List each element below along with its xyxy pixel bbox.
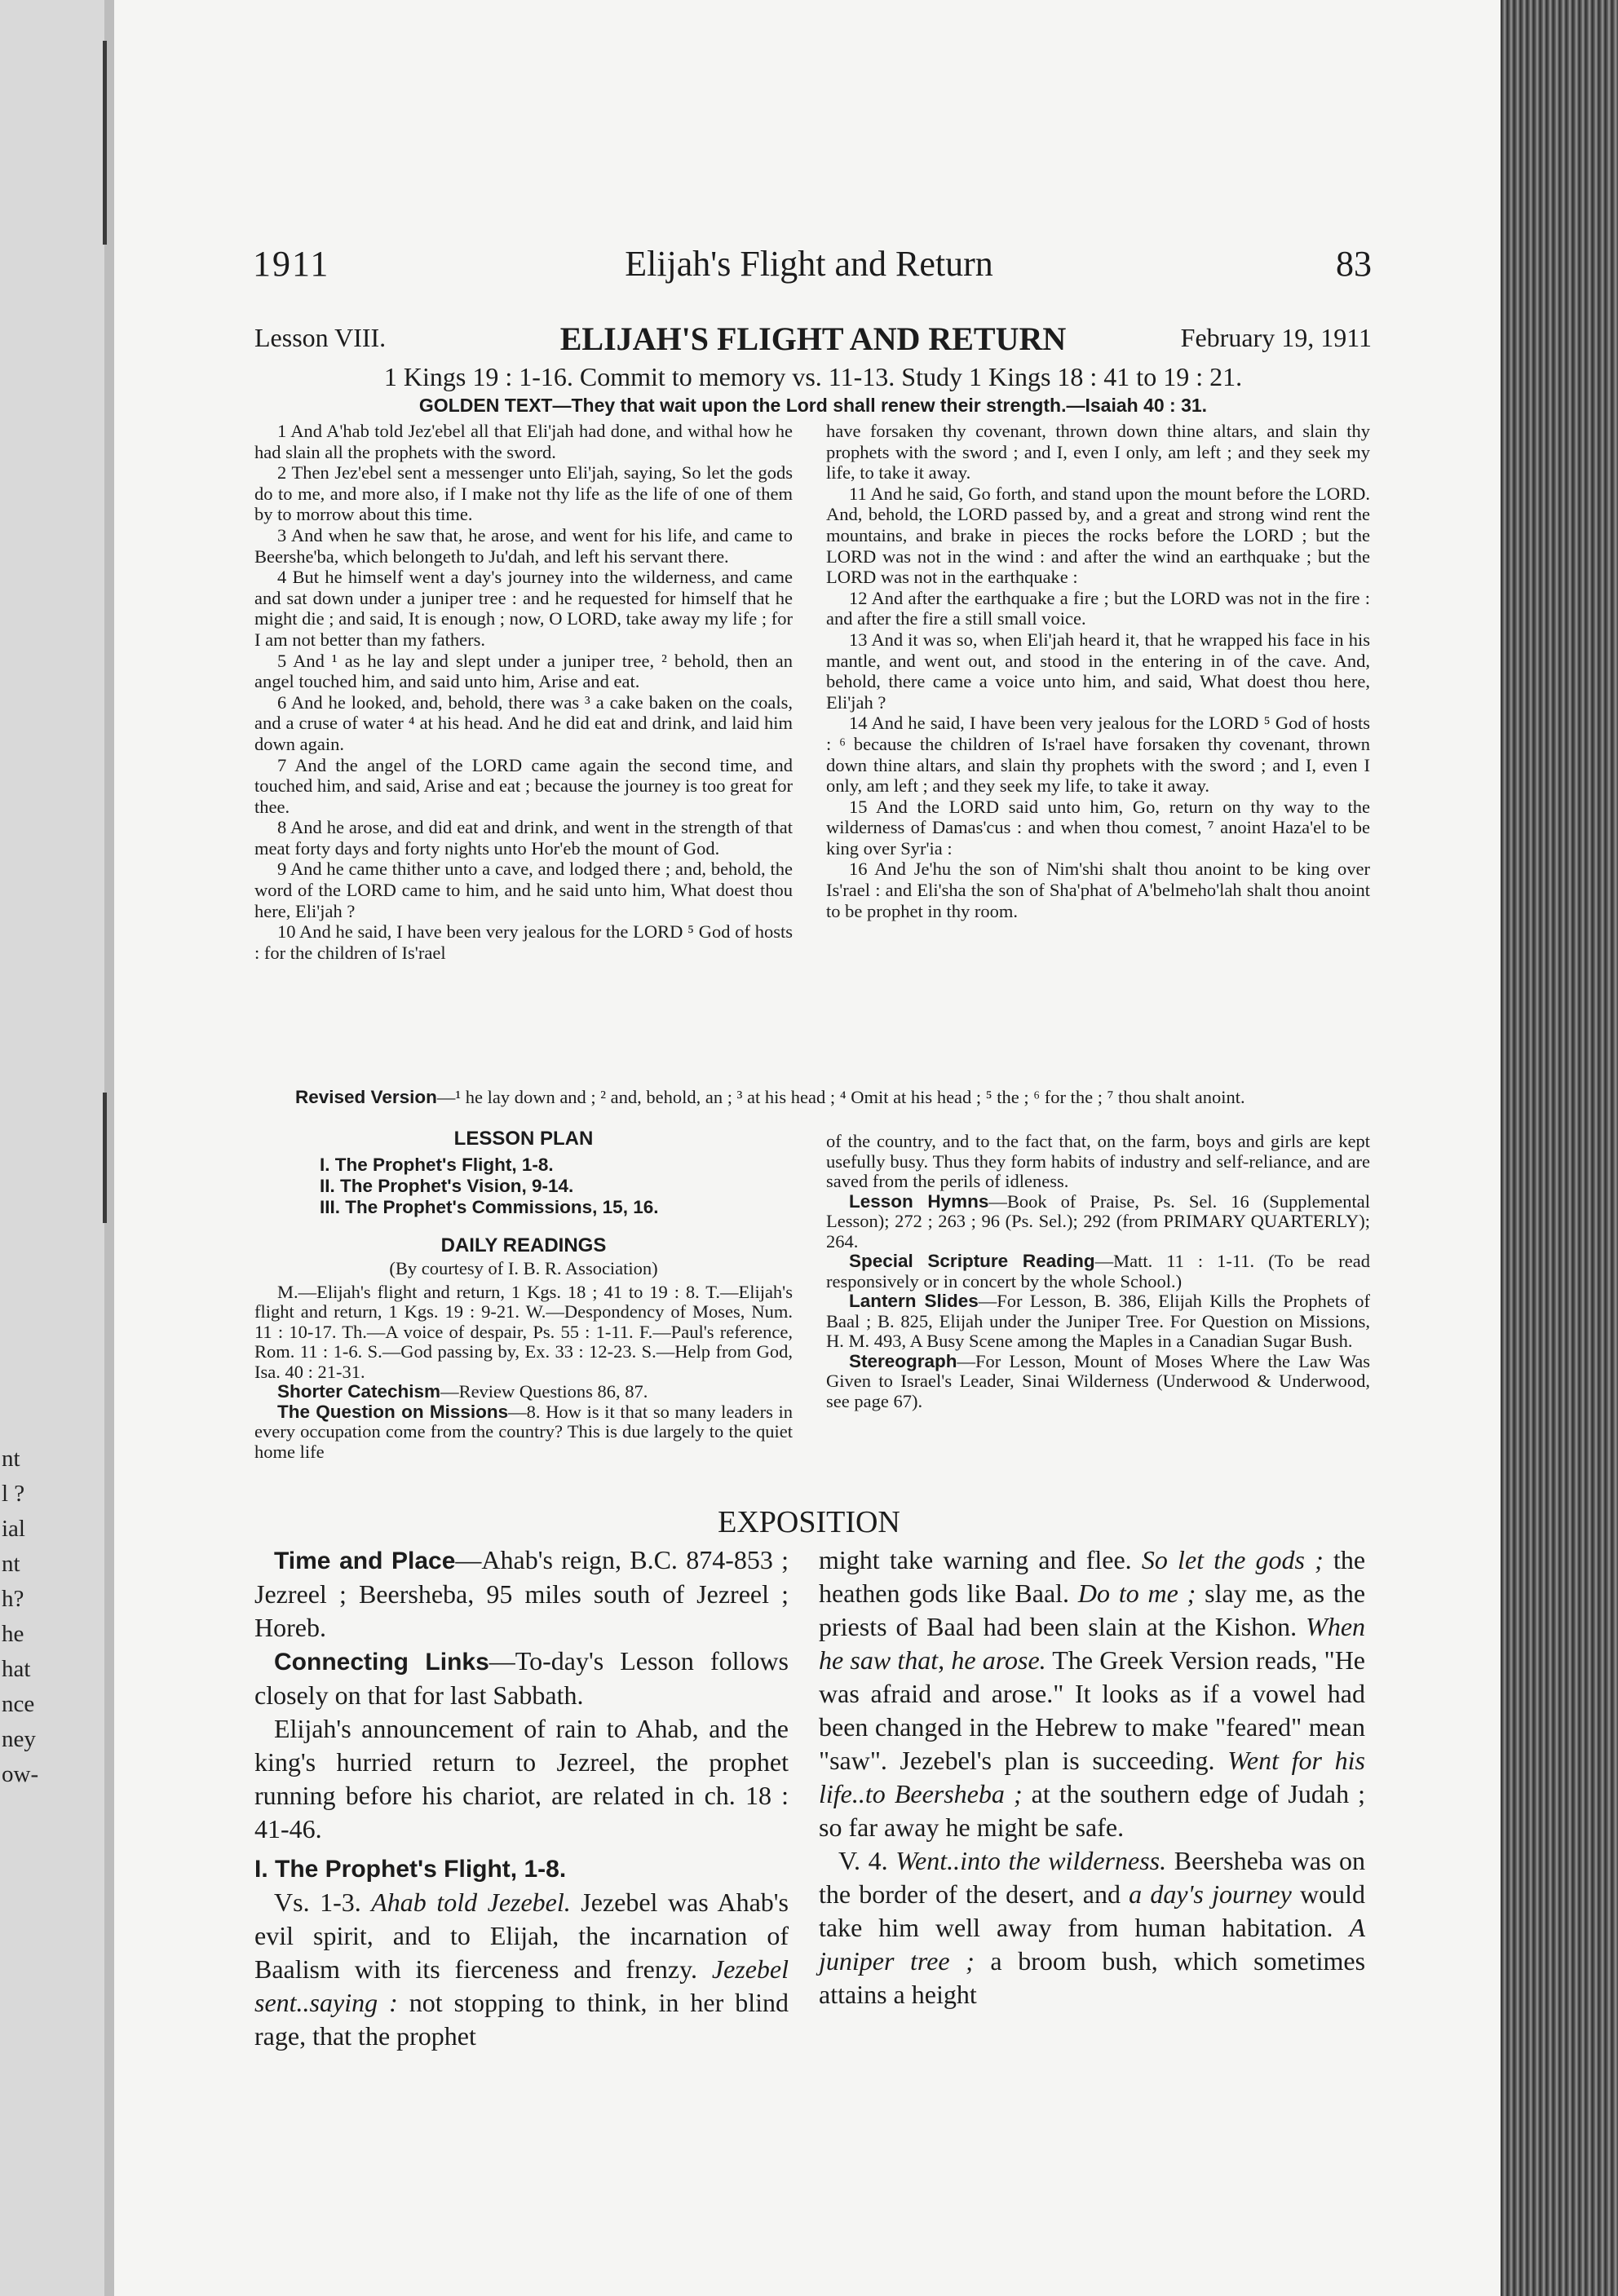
previous-page-fragment: nt bbox=[2, 1551, 20, 1577]
verse: 4 But he himself went a day's journey into the wilderness, and came and sat down under a juniper tree : and he requested for himself that he might die ; and said, It is enough ; now, O LORD, take away my life ; for I am not better than my fathers. bbox=[254, 567, 793, 650]
quoted-phrase: So let the gods ; bbox=[1141, 1545, 1324, 1574]
commentary: The Greek Version reads, "He was afraid and arose." It looks as if a vowel had been changed in the Hebrew to make "feared" mean "saw". Jezebel's plan is succeeding. bbox=[819, 1645, 1366, 1775]
fold-line bbox=[103, 41, 107, 245]
exposition-right-column bbox=[819, 1543, 1365, 2011]
exposition-left-column bbox=[254, 1543, 789, 2053]
section-heading: I. The Prophet's Flight, 1-8. bbox=[254, 1856, 567, 1883]
verse: 10 And he said, I have been very jealous for the LORD ⁵ God of hosts : for the children of Is'rael bbox=[254, 921, 793, 963]
lesson-aids-left bbox=[254, 1129, 793, 1462]
verse-ref: Vs. 1-3. bbox=[274, 1888, 361, 1917]
previous-page-margin bbox=[0, 0, 104, 2296]
quoted-phrase: Went for his life..to Beersheba ; bbox=[819, 1746, 1366, 1808]
stereograph-text: —For Lesson, Mount of Moses Where the Law Was Given to Israel's Leader, Sinai Wilderness (Underwood & Underwood, see page 67). bbox=[826, 1350, 1370, 1411]
scripture-verses-right bbox=[826, 421, 1370, 921]
time-place-text: —Ahab's reign, B.C. 874-853 ; Jezreel ; Beersheba, 95 miles south of Jezreel ; Horeb. bbox=[254, 1545, 789, 1642]
quoted-phrase: A juniper tree ; bbox=[819, 1913, 1366, 1976]
list-item: II. The Prophet's Vision, 9-14. bbox=[320, 1175, 574, 1196]
scripture-verses-left bbox=[254, 421, 793, 963]
quoted-phrase: Do to me ; bbox=[1077, 1578, 1196, 1608]
catechism-label: Shorter Catechism bbox=[277, 1381, 441, 1402]
lantern-slides-text: —For Lesson, B. 386, Elijah Kills the Prophets of Baal ; B. 825, Elijah under the Juniper Tree. For Question on Missions, H. M. 493, A Busy Scene among the Maples in a Canadian Sugar Bush. bbox=[826, 1291, 1370, 1351]
lesson-aids-right bbox=[826, 1132, 1370, 1411]
verse: 9 And he came thither unto a cave, and lodged there ; and, behold, the word of the LORD came to him, and he said unto him, What doest thou here, Eli'jah ? bbox=[254, 859, 793, 921]
verse: 7 And the angel of the LORD came again the second time, and touched him, and said, Arise and eat ; because the journey is too great for thee. bbox=[254, 754, 793, 817]
verse: 15 And the LORD said unto him, Go, return on thy way to the wilderness of Damas'cus : and when thou comest, ⁷ anoint Haza'el to be king over Syr'ia : bbox=[826, 796, 1370, 859]
list-item: I. The Prophet's Flight, 1-8. bbox=[320, 1154, 554, 1175]
revised-version-label: Revised Version bbox=[295, 1087, 437, 1107]
list-item: III. The Prophet's Commissions, 15, 16. bbox=[320, 1196, 659, 1217]
previous-page-fragment: ney bbox=[2, 1726, 36, 1752]
quoted-phrase: a day's journey bbox=[1129, 1879, 1292, 1909]
hymns-label: Lesson Hymns bbox=[849, 1190, 989, 1212]
lesson-date: February 19, 1911 bbox=[1180, 323, 1372, 352]
commentary: Jezebel was Ahab's evil spirit, and to Elijah, the incarnation of Baalism with its fierceness and frenzy. bbox=[254, 1888, 789, 1984]
previous-page-fragment: he bbox=[2, 1621, 24, 1647]
previous-page-fragment: nce bbox=[2, 1691, 35, 1717]
exposition-heading: EXPOSITION bbox=[718, 1505, 900, 1539]
fold-line bbox=[103, 1093, 107, 1223]
missions-label: The Question on Missions bbox=[277, 1401, 509, 1422]
running-head-title: Elijah's Flight and Return bbox=[625, 244, 993, 284]
quoted-phrase: Went..into the wilderness. bbox=[895, 1846, 1167, 1875]
previous-page-fragment: nt bbox=[2, 1446, 20, 1472]
daily-readings-heading: DAILY READINGS bbox=[440, 1234, 607, 1256]
special-reading-label: Special Scripture Reading bbox=[849, 1251, 1095, 1271]
commentary: at the southern edge of Judah ; so far away he might be safe. bbox=[819, 1779, 1366, 1842]
missions-continued: of the country, and to the fact that, on the farm, boys and girls are kept usefully busy. Thus they form habits of industry and self-reliance, and are saved from the perils of idleness. bbox=[826, 1131, 1370, 1191]
verse: 2 Then Jez'ebel sent a messenger unto Eli'jah, saying, So let the gods do to me, and more also, if I make not thy life as the life of one of them by to morrow about this time. bbox=[254, 462, 793, 525]
commentary: might take warning and flee. bbox=[819, 1545, 1132, 1574]
connecting-links-label: Connecting Links bbox=[274, 1649, 489, 1676]
verse: 3 And when he saw that, he arose, and went for his life, and came to Beershe'ba, which belongeth to Ju'dah, and left his servant there. bbox=[254, 524, 793, 567]
quoted-phrase: When he saw that, he arose. bbox=[819, 1612, 1366, 1675]
lesson-title: ELIJAH'S FLIGHT AND RETURN bbox=[559, 320, 1067, 357]
special-reading-text: —Matt. 11 : 1-11. (To be read responsively or in concert by the whole School.) bbox=[826, 1251, 1370, 1292]
previous-page-fragment: hat bbox=[2, 1656, 31, 1682]
page-number: 83 bbox=[1336, 244, 1372, 284]
commentary: not stopping to think, in her blind rage, that the prophet bbox=[254, 1988, 789, 2051]
verse: 12 And after the earthquake a fire ; but the LORD was not in the fire : and after the fire a still small voice. bbox=[826, 587, 1370, 629]
commentary: the heathen gods like Baal. bbox=[819, 1545, 1366, 1608]
lesson-header bbox=[254, 320, 1372, 357]
verse: 6 And he looked, and, behold, there was ³ a cake baken on the coals, and a cruse of water ⁴ at his head. And he did eat and drink, and laid him down again. bbox=[254, 691, 793, 754]
previous-page-fragment: l ? bbox=[2, 1481, 25, 1507]
catechism-text: —Review Questions 86, 87. bbox=[440, 1381, 648, 1402]
daily-readings-courtesy: (By courtesy of I. B. R. Association) bbox=[389, 1258, 658, 1278]
verse: 14 And he said, I have been very jealous for the LORD ⁵ God of hosts : ⁶ because the children of Is'rael have forsaken thy covenant, thrown down thine altars, and slain thy prophets with the sword ; and I, even I only, am left ; and they seek my life, to take it away. bbox=[826, 713, 1370, 797]
quoted-phrase: Ahab told Jezebel. bbox=[371, 1888, 571, 1917]
quoted-phrase: Jezebel sent..saying : bbox=[254, 1954, 789, 2017]
commentary: a broom bush, which sometimes attains a height bbox=[819, 1946, 1366, 2009]
scripture-reference: 1 Kings 19 : 1-16. Commit to memory vs. 11-13. Study 1 Kings 18 : 41 to 19 : 21. bbox=[383, 362, 1243, 391]
commentary: Beersheba was on the border of the desert, and bbox=[819, 1846, 1366, 1909]
verse: 16 And Je'hu the son of Nim'shi shalt thou anoint to be king over Is'rael : and Eli'sha the son of Sha'phat of A'belmeho'lah shalt thou anoint to be prophet in thy room. bbox=[826, 859, 1370, 921]
daily-readings-text: M.—Elijah's flight and return, 1 Kgs. 18 ; 41 to 19 : 8. T.—Elijah's flight and return, 1 Kgs. 19 : 9-21. W.—Despondency of Moses, Num. 11 : 10-17. Th.—A voice of despair, Ps. 55 : 1-11. F.—Paul's reference, Rom. 11 : 1-6. S.—God passing by, Ex. 33 : 12-23. S.—Help from God, Isa. 40 : 21-31. bbox=[254, 1281, 793, 1382]
previous-page-fragment: h? bbox=[2, 1586, 24, 1612]
verse: 8 And he arose, and did eat and drink, and went in the strength of that meat forty days and forty nights unto Hor'eb the mount of God. bbox=[254, 817, 793, 859]
commentary: would take him well away from human habitation. bbox=[819, 1879, 1366, 1942]
previous-page-fragment: ial bbox=[2, 1516, 25, 1542]
exposition-paragraph: Elijah's announcement of rain to Ahab, and the king's hurried return to Jezreel, the prophet running before his chariot, are related in ch. 18 : 41-46. bbox=[254, 1714, 789, 1843]
running-head-year: 1911 bbox=[253, 244, 330, 284]
lesson-plan-list bbox=[320, 1155, 793, 1218]
verse-ref: V. 4. bbox=[838, 1846, 888, 1875]
verse: 11 And he said, Go forth, and stand upon the mount before the LORD. And, behold, the LORD passed by, and a great and strong wind rent the mountains, and brake in pieces the rocks before the LORD ; but the LORD was not in the wind : and after the wind an earthquake ; but the LORD was not in the earthquake : bbox=[826, 483, 1370, 588]
lantern-slides-label: Lantern Slides bbox=[849, 1291, 979, 1311]
verse: 13 And it was so, when Eli'jah heard it, that he wrapped his face in his mantle, and went out, and stood in the entering in of the cave. And, behold, there came a voice unto him, and said, What doest thou here, Eli'jah ? bbox=[826, 629, 1370, 713]
page-block-edge bbox=[1501, 0, 1618, 2296]
verse: 1 And A'hab told Jez'ebel all that Eli'jah had done, and withal how he had slain all the prophets with the sword. bbox=[254, 421, 793, 462]
lesson-plan-heading: LESSON PLAN bbox=[453, 1128, 594, 1150]
lesson-number: Lesson VIII. bbox=[254, 323, 387, 352]
stereograph-label: Stereograph bbox=[849, 1350, 957, 1371]
missions-text: —8. How is it that so many leaders in every occupation come from the country? This is due largely to the quiet home life bbox=[254, 1401, 794, 1462]
revised-version-text: —¹ he lay down and ; ² and, behold, an ; ³ at his head ; ⁴ Omit at his head ; ⁵ the ; ⁶ for the ; ⁷ thou shalt anoint. bbox=[436, 1087, 1245, 1107]
connecting-links-text: —To-day's Lesson follows closely on that for last Sabbath. bbox=[254, 1646, 789, 1710]
revised-version-note bbox=[254, 1087, 1372, 1107]
previous-page-fragment: ow- bbox=[2, 1761, 39, 1787]
commentary: slay me, as the priests of Baal had been slain at the Kishon. bbox=[819, 1578, 1366, 1641]
verse: 5 And ¹ as he lay and slept under a juniper tree, ² behold, then an angel touched him, and said unto him, Arise and eat. bbox=[254, 650, 793, 692]
golden-text: GOLDEN TEXT—They that wait upon the Lord shall renew their strength.—Isaiah 40 : 31. bbox=[418, 395, 1208, 416]
time-place-label: Time and Place bbox=[274, 1548, 456, 1574]
verse: have forsaken thy covenant, thrown down thine altars, and slain thy prophets with the sword ; and I, even I only, am left ; and they seek my life, to take it away. bbox=[826, 421, 1370, 483]
hymns-text: —Book of Praise, Ps. Sel. 16 (Supplemental Lesson); 272 ; 263 ; 96 (Ps. Sel.); 292 (from PRIMARY QUARTERLY); 264. bbox=[826, 1190, 1370, 1252]
